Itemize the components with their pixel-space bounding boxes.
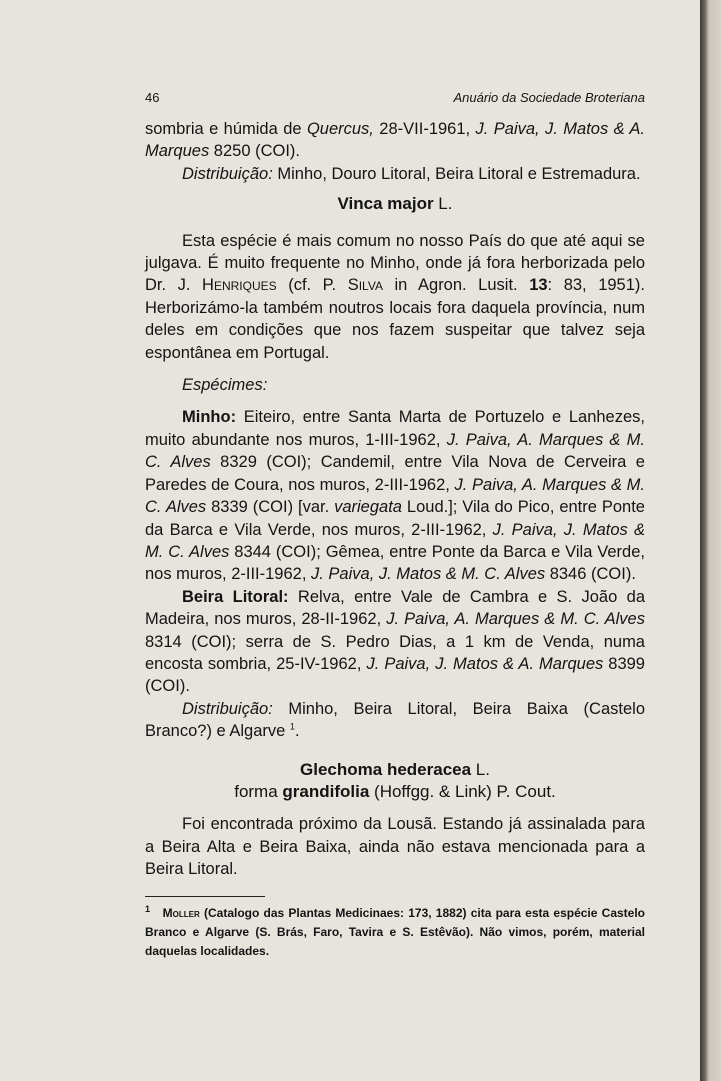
journal-title: Anuário da Sociedade Broteriana — [453, 90, 645, 105]
paragraph-minho-specimens: Minho: Eiteiro, entre Santa Marta de Portuzelo e Lanhezes, muito abundante nos muros, 1-III-1962, J. Paiva, A. Marques & M. C. Alves 8329 (COI); Candemil, entre Vila Nova de Cerveira e Paredes de Coura, nos muros, 2-III-1962, J. Paiva, A. Marques & M. C. Alves 8339 (COI) [var. variegata Loud.]; Vila do Pico, entre Ponte da Barca e Vila Verde, nos muros, 2-III-1962, J. Paiva, J. Matos & M. C. Alves 8344 (COI); Gêmea, entre Ponte da Barca e Vila Verde, nos muros, 2-III-1962, J. Paiva, J. Matos & M. C. Alves 8346 (COI). — [145, 408, 645, 584]
paragraph-vinca-description: Esta espécie é mais comum no nosso País do que até aqui se julgava. É muito frequente no Minho, onde já fora herborizada pelo Dr. J. Henriques (cf. P. Silva in Agron. Lusit. 13: 83, 1951). Herborizámo-la também noutros locais fora daquela província, num deles em condições que nos fazem suspeitar que talvez seja espontânea em Portugal. — [145, 231, 645, 362]
paragraph-distribution-quercus: Distribuição: Minho, Douro Litoral, Beira Litoral e Estremadura. — [182, 164, 641, 183]
paragraph-specimens-label: Espécimes: — [182, 376, 268, 395]
paragraph-beira-litoral-specimens: Beira Litoral: Relva, entre Vale de Cambra e S. João da Madeira, nos muros, 28-II-1962, J. Paiva, A. Marques & M. C. Alves 8314 (COI); serra de S. Pedro Dias, a 1 km de Venda, numa encosta sombria, 25-IV-1962, J. Paiva, J. Matos & A. Marques 8399 (COI). — [145, 587, 645, 696]
footnote-rule — [145, 896, 265, 897]
page-number: 46 — [145, 90, 160, 105]
running-header — [145, 90, 645, 110]
book-spine-edge — [700, 0, 722, 1081]
paragraph-continued: sombria e húmida de Quercus, 28-VII-1961, J. Paiva, J. Matos & A. Marques 8250 (COI). — [145, 120, 645, 161]
heading-vinca-major: Vinca major L. — [337, 194, 453, 214]
footnote-number: 1 — [145, 904, 151, 914]
heading-glechoma-hederacea: Glechoma hederacea L. — [300, 759, 490, 779]
paragraph-glechoma-description: Foi encontrada próximo da Lousã. Estando já assinalada para a Beira Alta e Beira Baixa, ainda não estava mencionada para a Beira Litoral. — [145, 815, 645, 879]
paragraph-distribution-vinca: Distribuição: Minho, Beira Litoral, Beira Baixa (Castelo Branco?) e Algarve $^1$. — [145, 699, 645, 741]
subheading-forma-grandifolia: forma grandifolia (Hoffgg. & Link) P. Cout. — [234, 781, 556, 801]
body-text — [145, 118, 645, 881]
footnote: $^1$ Moller (Catalogo das Plantas Medicinaes: 173, 1882) cita para esta espécie Castelo Branco e Algarve (S. Brás, Faro, Tavira e S. Estêvão). Não vimos, porém, material daquelas localidades. — [145, 904, 645, 958]
footnote-marker: 1 — [289, 721, 295, 732]
